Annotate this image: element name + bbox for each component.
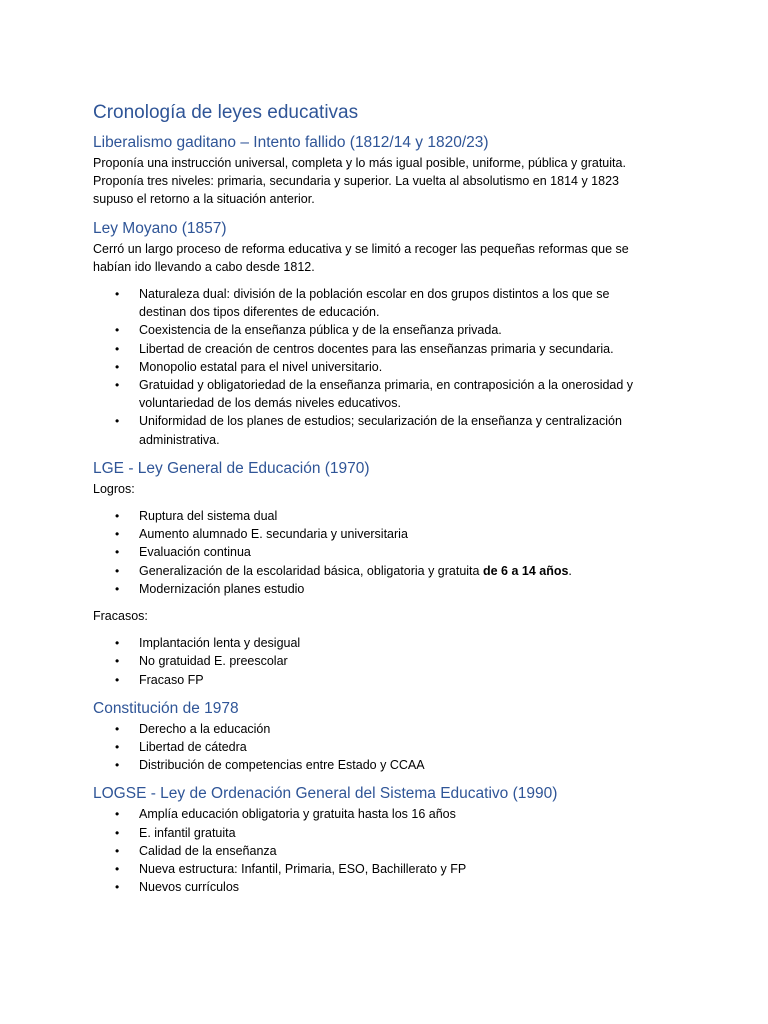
list-item (93, 824, 693, 842)
bullet-icon: • (115, 414, 120, 429)
bullet-icon: • (115, 527, 120, 542)
list-item-text: voluntariedad de los demás niveles educativos. (139, 396, 401, 411)
bullet-icon: • (115, 862, 120, 877)
list-item (93, 376, 693, 412)
bullet-icon: • (115, 807, 120, 822)
list-item (93, 562, 693, 580)
bullet-icon: • (115, 721, 120, 736)
list-item (93, 720, 693, 738)
spacer (93, 449, 693, 458)
list-item-text: Evaluación continua (139, 545, 251, 560)
label-logros: Logros: (93, 481, 135, 496)
list-item (93, 507, 693, 525)
list-item (93, 321, 693, 339)
list-item-text: administrativa. (139, 432, 220, 447)
paragraph-line: habían ido llevando a cabo desde 1812. (93, 259, 315, 274)
heading-liberalismo: Liberalismo gaditano – Intento fallido (1812/14 y 1820/23) (93, 134, 489, 151)
list-moyano (93, 285, 693, 449)
heading-constitucion: Constitución de 1978 (93, 699, 239, 717)
list-item-text: No gratuidad E. preescolar (139, 654, 288, 669)
heading-moyano: Ley Moyano (1857) (93, 219, 227, 237)
bullet-icon: • (115, 563, 120, 578)
bullet-icon: • (115, 654, 120, 669)
list-item (93, 412, 693, 448)
bullet-icon: • (115, 581, 120, 596)
paragraph-moyano (93, 240, 693, 276)
bullet-icon: • (115, 758, 120, 773)
list-item-text: Distribución de competencias entre Estado y CCAA (139, 758, 425, 773)
bullet-icon: • (115, 636, 120, 651)
list-item-text: Fracaso FP (139, 672, 204, 687)
spacer (93, 774, 693, 783)
list-item (93, 756, 693, 774)
paragraph-line: Cerró un largo proceso de reforma educativa y se limitó a recoger las pequeñas reformas que se (93, 241, 629, 256)
bullet-icon: • (115, 323, 120, 338)
bullet-icon: • (115, 825, 120, 840)
bullet-icon: • (115, 672, 120, 687)
document-title: Cronología de leyes educativas (93, 102, 359, 123)
label-fracasos: Fracasos: (93, 609, 148, 624)
list-item-text: Naturaleza dual: división de la población escolar en dos grupos distintos a los que se (139, 287, 610, 302)
list-item (93, 860, 693, 878)
bullet-icon: • (115, 341, 120, 356)
list-fracasos (93, 634, 693, 689)
list-item-bold-text: de 6 a 14 años (482, 563, 569, 578)
list-item (93, 878, 693, 896)
spacer (93, 276, 693, 285)
paragraph-line: Proponía tres niveles: primaria, secundaria y superior. La vuelta al absolutismo en 1814 y 1823 (93, 174, 619, 189)
list-logros (93, 507, 693, 598)
list-item-text: Aumento alumnado E. secundaria y universitaria (139, 527, 408, 542)
document-page (93, 100, 693, 897)
spacer (93, 209, 693, 218)
list-item-text: Nuevos currículos (139, 880, 240, 895)
list-item (93, 525, 693, 543)
list-item (93, 358, 693, 376)
list-constitucion (93, 720, 693, 775)
list-item-text: Coexistencia de la enseñanza pública y de la enseñanza privada. (139, 323, 502, 338)
list-item-text: Gratuidad y obligatoriedad de la enseñanza primaria, en contraposición a la onerosidad y (139, 378, 634, 393)
list-item-text: Monopolio estatal para el nivel universitario. (139, 359, 383, 374)
paragraph-line: Proponía una instrucción universal, completa y lo más igual posible, uniforme, pública y gratuita. (93, 156, 626, 170)
list-item-text: Modernización planes estudio (139, 581, 305, 596)
list-logse (93, 805, 693, 896)
list-item-text: Ruptura del sistema dual (139, 509, 278, 524)
bullet-icon: • (115, 740, 120, 755)
list-item (93, 671, 693, 689)
list-item (93, 842, 693, 860)
list-item-text: Calidad de la enseñanza (139, 843, 277, 858)
bullet-icon: • (115, 509, 120, 524)
list-item (93, 543, 693, 561)
list-item (93, 580, 693, 598)
list-item-text: E. infantil gratuita (139, 825, 236, 840)
list-item-text: . (568, 563, 572, 578)
spacer (93, 598, 693, 607)
list-item (93, 634, 693, 652)
list-item-text: Libertad de creación de centros docentes para las enseñanzas primaria y secundaria. (139, 341, 614, 356)
list-item-text: Derecho a la educación (139, 721, 271, 736)
bullet-icon: • (115, 287, 120, 302)
heading-lge: LGE - Ley General de Educación (1970) (93, 459, 370, 477)
paragraph-liberalismo (93, 154, 693, 209)
list-item-text: Nueva estructura: Infantil, Primaria, ESO, Bachillerato y FP (139, 862, 467, 877)
list-item (93, 738, 693, 756)
list-item-text: Libertad de cátedra (139, 740, 247, 755)
list-item (93, 805, 693, 823)
list-item-text: Generalización de la escolaridad básica, obligatoria y gratuita (139, 563, 483, 578)
spacer (93, 498, 693, 507)
heading-logse: LOGSE - Ley de Ordenación General del Sistema Educativo (1990) (93, 785, 558, 803)
list-item-text: destinan dos tipos diferentes de educación. (139, 305, 380, 320)
bullet-icon: • (115, 545, 120, 560)
list-item (93, 285, 693, 321)
bullet-icon: • (115, 359, 120, 374)
list-item-text: Uniformidad de los planes de estudios; secularización de la enseñanza y centralización (139, 414, 622, 429)
spacer (93, 689, 693, 698)
bullet-icon: • (115, 378, 120, 393)
list-item-text: Amplía educación obligatoria y gratuita hasta los 16 años (139, 807, 456, 822)
list-item (93, 652, 693, 670)
paragraph-line: supuso el retorno a la situación anterior. (93, 192, 315, 207)
spacer (93, 625, 693, 634)
list-item (93, 340, 693, 358)
bullet-icon: • (115, 880, 120, 895)
list-item-text: Implantación lenta y desigual (139, 636, 301, 651)
bullet-icon: • (115, 843, 120, 858)
